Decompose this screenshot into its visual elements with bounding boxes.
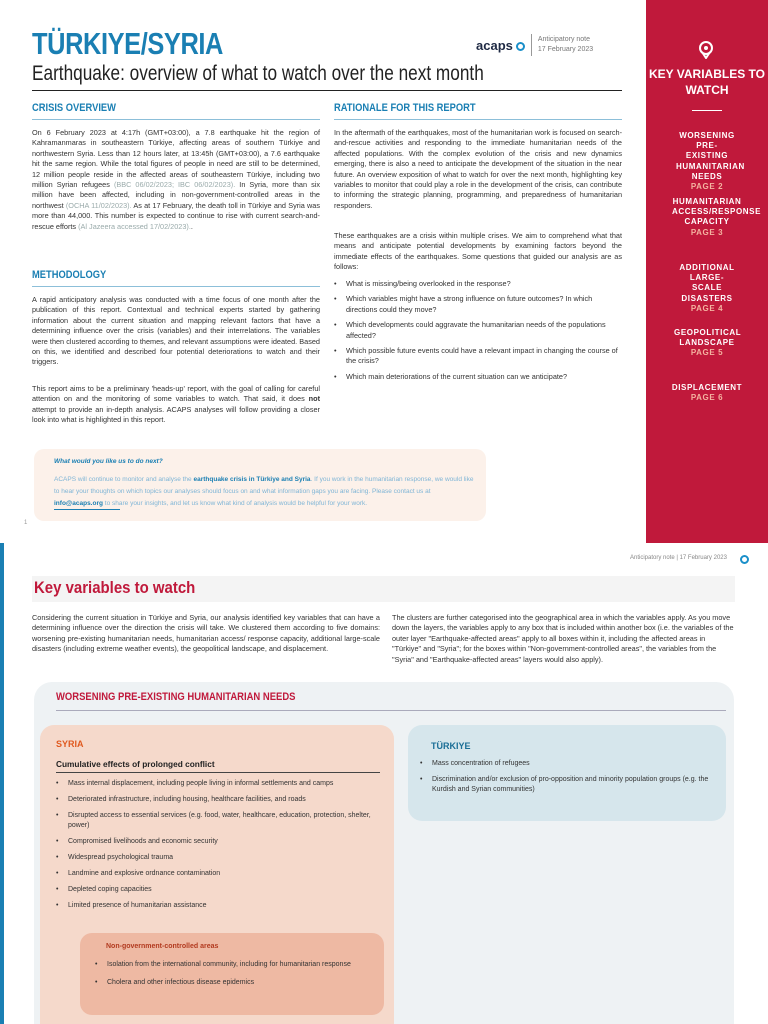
list-item: • Mass internal displacement, including people living in informal settlements and camps (56, 779, 374, 789)
methodology-text-2: This report aims to be a preliminary 'heads-up' report, with the goal of calling for careful attention on and the monitoring of some variables to watch. That said, it does not attempt to provide an in-depth analysis. ACAPS analyses will follow providing a closer look into what is highlighted in this report. (32, 384, 321, 425)
crisis-link[interactable]: earthquake crisis in Türkiye and Syria (193, 476, 311, 483)
page-link[interactable]: PAGE 4 (690, 303, 724, 313)
page-link[interactable]: PAGE 5 (690, 348, 724, 358)
methodology-text-1: A rapid anticipatory analysis was conducted with a time focus of one month after the publication of this report. Contextual and technical experts started by gathering information about the current situation and mapping relevant factors that have a determining influence over the crisis (variables) and their interrelations. The variables were then clustered according to themes, and relevant assumptions were ideated. Based on this, we identified and described four potential deteriorations to watch and their triggers. (32, 295, 320, 367)
list-item: • Disrupted access to essential services (e.g. food, water, healthcare, education, protection, shelter, power) (56, 811, 374, 831)
sidebar-item-worsening-needs[interactable]: WORSENING PRE-EXISTING HUMANITARIAN NEEDS PAGE 2 (676, 131, 745, 192)
list-item: • Isolation from the international community, including for humanitarian response (95, 960, 371, 970)
rationale-text-2: These earthquakes are a crisis within multiple crises. We aim to comprehend what that means and anticipate potential developments by examining factors beyond the immediate effects of the earthquakes. Some questions that guided our analysis are as follows: (334, 231, 622, 272)
feedback-callout (34, 449, 486, 521)
page-link[interactable]: PAGE 6 (690, 393, 724, 403)
location-pin-icon (698, 41, 714, 59)
ngca-heading: Non-government-controlled areas (106, 943, 219, 950)
doc-date: 17 February 2023 (537, 46, 594, 53)
citation[interactable]: (OCHA 11/02/2023). (65, 200, 132, 210)
page-subtitle: Earthquake: overview of what to watch over the next month (32, 62, 484, 85)
methodology-heading: METHODOLOGY (32, 269, 107, 281)
brand-block (476, 34, 593, 56)
sidebar-item-geopolitical[interactable]: GEOPOLITICAL LANDSCAPE PAGE 5 (674, 328, 742, 358)
syria-variables-list (56, 779, 374, 917)
crisis-overview-text: On 6 February 2023 at 4:17h (GMT+03:00), a 7.8 earthquake hit the region of Kahramanmaras in southeastern Türkiye, affecting areas of southern Türkiye and northwestern Syria. Less than 12 hours later, at 13:45h (GMT+03:00), a 7.6 earthquake hit the same region. While the total figures of people in need are still to be determined, 12 million people reside in the affected areas of southeastern Türkiye, including two million Syrian refugees (BBC 06/02/2023; IBC 06/02/2023). In Syria, more than six million have been affected, including in non-government-controlled areas in the northwest (OCHA 11/02/2023). As at 17 February, the death toll in Türkiye and Syria was more than 44,000. This number is expected to continue to rise with current search-and-rescue efforts (Al Jazeera accessed 17/02/2023).. (32, 128, 320, 231)
crisis-overview-rule (32, 119, 320, 120)
email-link[interactable]: info@acaps.org (54, 500, 103, 507)
list-item: • Limited presence of humanitarian assistance (56, 901, 374, 911)
page-number: 1 (24, 520, 28, 526)
key-variables-intro-left: Considering the current situation in Türkiye and Syria, our analysis identified key variables that can have a determining influence over the direction the crisis will take. We clustered them according to five domains: worsening pre-existing humanitarian needs, humanitarian access/ response capacity, additional large-scale disasters (including extreme weather events), the geopolitical landscape, and displacement. (32, 613, 380, 654)
list-item: • Cholera and other infectious disease epidemics (95, 978, 371, 988)
sidebar-item-disasters[interactable]: ADDITIONAL LARGE-SCALE DISASTERS PAGE 4 (646, 263, 768, 314)
rationale-text-1: In the aftermath of the earthquakes, most of the humanitarian work is focused on search-and-rescue activities and responding to the immediate humanitarian needs of the affected populations. With the complex evolution of the crisis and new dynamics emerging, there is also a need to anticipate the development of the situation in the near future. An overview exposition of what to watch for over the next month, highlighting key variables to monitor that could play a role in the development of the crisis, can contribute to informing the strategic planning, programming, and preparedness of humanitarian responders. (334, 128, 622, 210)
key-variables-intro-right: The clusters are further categorised into the geographical area in which the variables apply. As you move down the layers, the variables apply to any box that is included within another box (i.e. the variables of the outer layer "Earthquake-affected areas" apply to all boxes within it, including the affected areas in "Türkiye" and "Syria"; for the boxes within "Non-government-controlled areas", the variables from the "Syria" and "Earthquake-affected areas" layers would also apply). (392, 613, 734, 664)
contact-link-underline (54, 509, 120, 510)
list-item: • Discrimination and/or exclusion of pro-opposition and minority population groups (e.g. the Kurdish and Syrian communities) (420, 775, 716, 795)
list-item: • Which developments could aggravate the humanitarian needs of the populations affected? (334, 320, 622, 341)
worsening-needs-rule (56, 710, 726, 711)
callout-title: What would you like us to do next? (54, 458, 163, 465)
brand-divider (531, 34, 532, 56)
turkiye-variables-list (420, 759, 716, 800)
cumulative-effects-rule (56, 772, 380, 773)
syria-label: SYRIA (56, 739, 84, 749)
list-item: • Which possible future events could have a relevant impact in changing the course of the crisis? (334, 346, 622, 367)
page-link[interactable]: PAGE 3 (690, 227, 724, 237)
key-variables-sidebar (646, 0, 768, 543)
logo-pin-icon (516, 42, 525, 51)
methodology-rule (32, 286, 320, 287)
sidebar-rule (692, 110, 722, 111)
list-item: • What is missing/being overlooked in the response? (334, 279, 622, 289)
citation[interactable]: (Al Jazeera accessed 17/02/2023). (78, 221, 191, 231)
callout-text: ACAPS will continue to monitor and analyse the earthquake crisis in Türkiye and Syria. If you work in the humanitarian response, we would like to hear your thoughts on which topics our analyses should focus on and what information gaps you are facing. Please contact us at info@acaps.org to share your insights, and let us know what kind of analysis would be helpful for your work. (54, 476, 474, 507)
list-item: • Mass concentration of refugees (420, 759, 716, 769)
list-item: • Which main deteriorations of the current situation can we anticipate? (334, 372, 622, 382)
page-link[interactable]: PAGE 2 (690, 182, 724, 192)
list-item: • Compromised livelihoods and economic security (56, 837, 374, 847)
page-2-meta: Anticipatory note | 17 February 2023 (630, 555, 727, 561)
list-item: • Deteriorated infrastructure, including housing, healthcare facilities, and roads (56, 795, 374, 805)
rationale-heading: RATIONALE FOR THIS REPORT (334, 102, 476, 114)
sidebar-item-access-capacity[interactable]: HUMANITARIAN ACCESS/RESPONSE CAPACITY PAGE 3 (672, 197, 762, 237)
page-title: TÜRKIYE/SYRIA (32, 26, 223, 61)
title-rule (32, 90, 622, 91)
crisis-overview-heading: CRISIS OVERVIEW (32, 102, 117, 114)
worsening-needs-heading: WORSENING PRE-EXISTING HUMANITARIAN NEEDS (56, 691, 296, 703)
sidebar-item-displacement[interactable]: DISPLACEMENT PAGE 6 (646, 383, 768, 403)
ngca-variables-list (95, 960, 371, 993)
turkiye-label: TÜRKIYE (431, 741, 471, 751)
cumulative-effects-heading: Cumulative effects of prolonged conflict (56, 759, 215, 769)
doc-meta (538, 35, 593, 55)
doc-type: Anticipatory note (537, 36, 591, 43)
rationale-rule (334, 119, 622, 120)
sidebar-heading: KEY VARIABLES TO WATCH (648, 67, 766, 97)
list-item: • Widespread psychological trauma (56, 853, 374, 863)
page-divider (0, 543, 4, 1024)
list-item: • Landmine and explosive ordnance contamination (56, 869, 374, 879)
citation[interactable]: (BBC 06/02/2023; IBC 06/02/2023). (113, 180, 236, 190)
list-item: • Which variables might have a strong influence on future outcomes? In which directions could they move? (334, 294, 622, 315)
rationale-questions (334, 279, 622, 387)
list-item: • Depleted coping capacities (56, 885, 374, 895)
acaps-pin-icon (740, 555, 749, 564)
key-variables-title: Key variables to watch (34, 578, 196, 597)
contact-link[interactable]: Please contact us (371, 488, 424, 495)
acaps-logo[interactable]: acaps (476, 38, 525, 53)
